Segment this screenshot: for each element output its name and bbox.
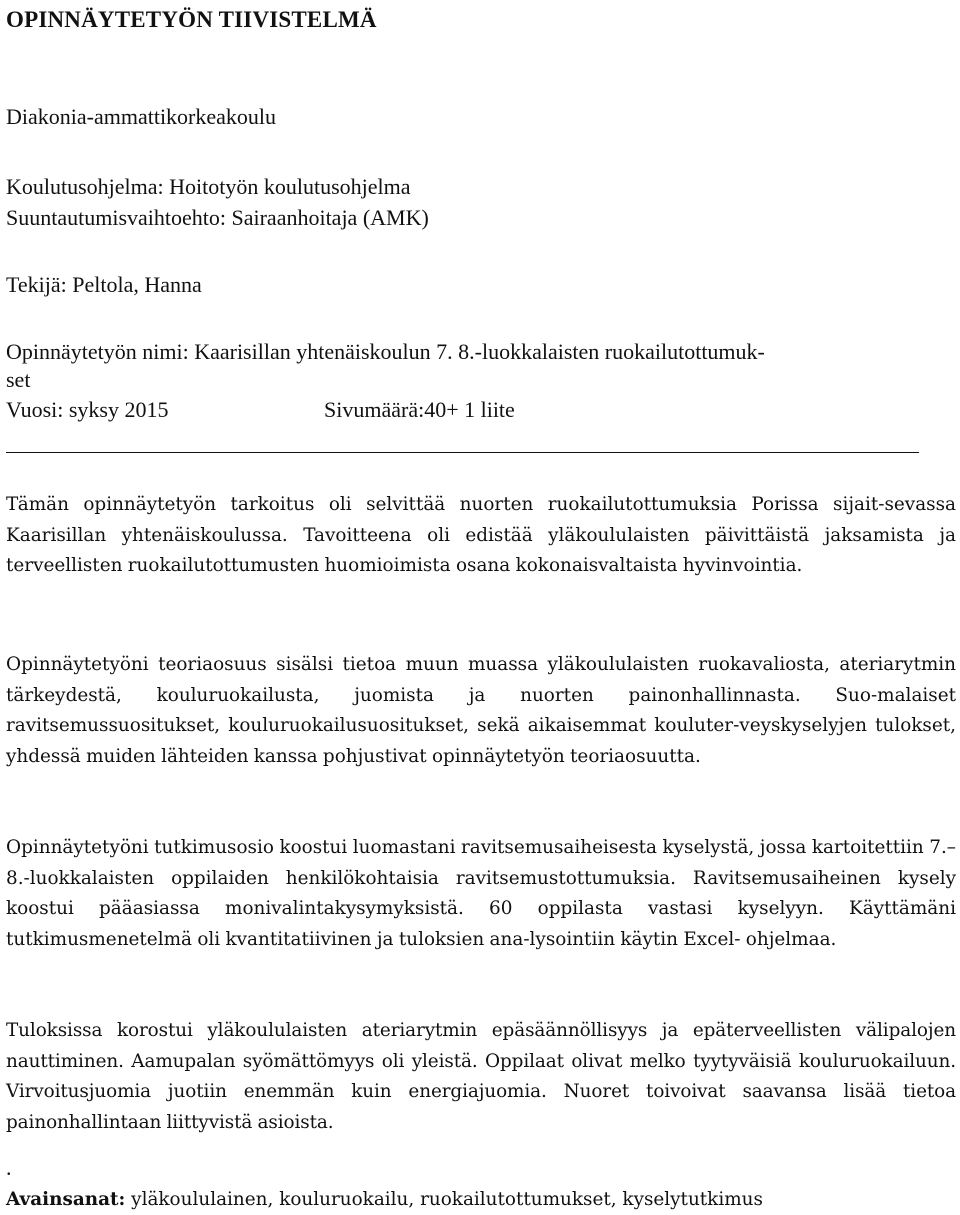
paragraph-results: Tuloksissa korostui yläkoululaisten ateriarytmin epäsäännöllisyys ja epäterveellisten välipalojen nauttiminen. Aamupalan syömättömyys oli yleistä. Oppilaat olivat melko tyytyväisiä kouluruokailuun. Virvoitusjuomia juotiin enemmän kuin energiajuomia. Nuoret toivoivat saavansa lisää tietoa painonhallintaan liittyvistä asioista. [6,1020,956,1133]
paragraph-theory: Opinnäytetyöni teoriaosuus sisälsi tietoa muun muassa yläkoululaisten ruokavaliosta, ateriarytmin tärkeydestä, kouluruokailusta, juomista ja nuorten painonhallinnasta. Suo-malaiset ravitsemussuositukset, kouluruokailusuositukset, sekä aikaisemmat kouluter-veyskyselyjen tulokset, yhdessä muiden lähteiden kanssa pohjustivat opinnäytetyön teoriaosuutta. [6,654,956,767]
keywords-text: yläkoululainen, kouluruokailu, ruokailutottumukset, kyselytutkimus [125,1189,763,1210]
page-title: OPINNÄYTETYÖN TIIVISTELMÄ [6,7,377,32]
thesis-title-line2: set [6,367,31,392]
year: Vuosi: syksy 2015 [6,397,169,422]
paragraph-purpose: Tämän opinnäytetyön tarkoitus oli selvittää nuorten ruokailutottumuksia Porissa sijait-sevassa Kaarisillan yhtenäiskoulussa. Tavoitteena oli edistää yläkoululaisten päivittäistä jaksamista ja terveellisten ruokailutottumusten huomioimista osana kokonaisvaltaista hyvinvointia. [6,494,956,577]
paragraph-method: Opinnäytetyöni tutkimusosio koostui luomastani ravitsemusaiheisesta kyselystä, jossa kartoitettiin 7.–8.-luokkalaisten oppilaiden henkilökohtaisia ravitsemustottumuksia. Ravitsemusaiheinen kysely koostui pääasiassa monivalintakysymyksistä. 60 oppilasta vastasi kyselyyn. Käyttämäni tutkimusmenetelmä oli kvantitatiivinen ja tuloksien ana-lysointiin käytin Excel- ohjelmaa. [6,837,956,950]
page-count: Sivumäärä:40+ 1 liite [324,397,515,422]
specialization: Suuntautumisvaihtoehto: Sairaanhoitaja (AMK) [6,205,429,230]
divider [6,452,919,453]
stray-dot: . [6,1155,12,1180]
keywords-label: Avainsanat: [6,1189,126,1210]
author: Tekijä: Peltola, Hanna [6,272,202,297]
institution: Diakonia-ammattikorkeakoulu [6,104,277,129]
keywords [6,1184,763,1215]
thesis-title-line1: Opinnäytetyön nimi: Kaarisillan yhtenäiskoulun 7. 8.-luokkalaisten ruokailutottumuk- [6,339,765,364]
programme: Koulutusohjelma: Hoitotyön koulutusohjelma [6,174,411,199]
